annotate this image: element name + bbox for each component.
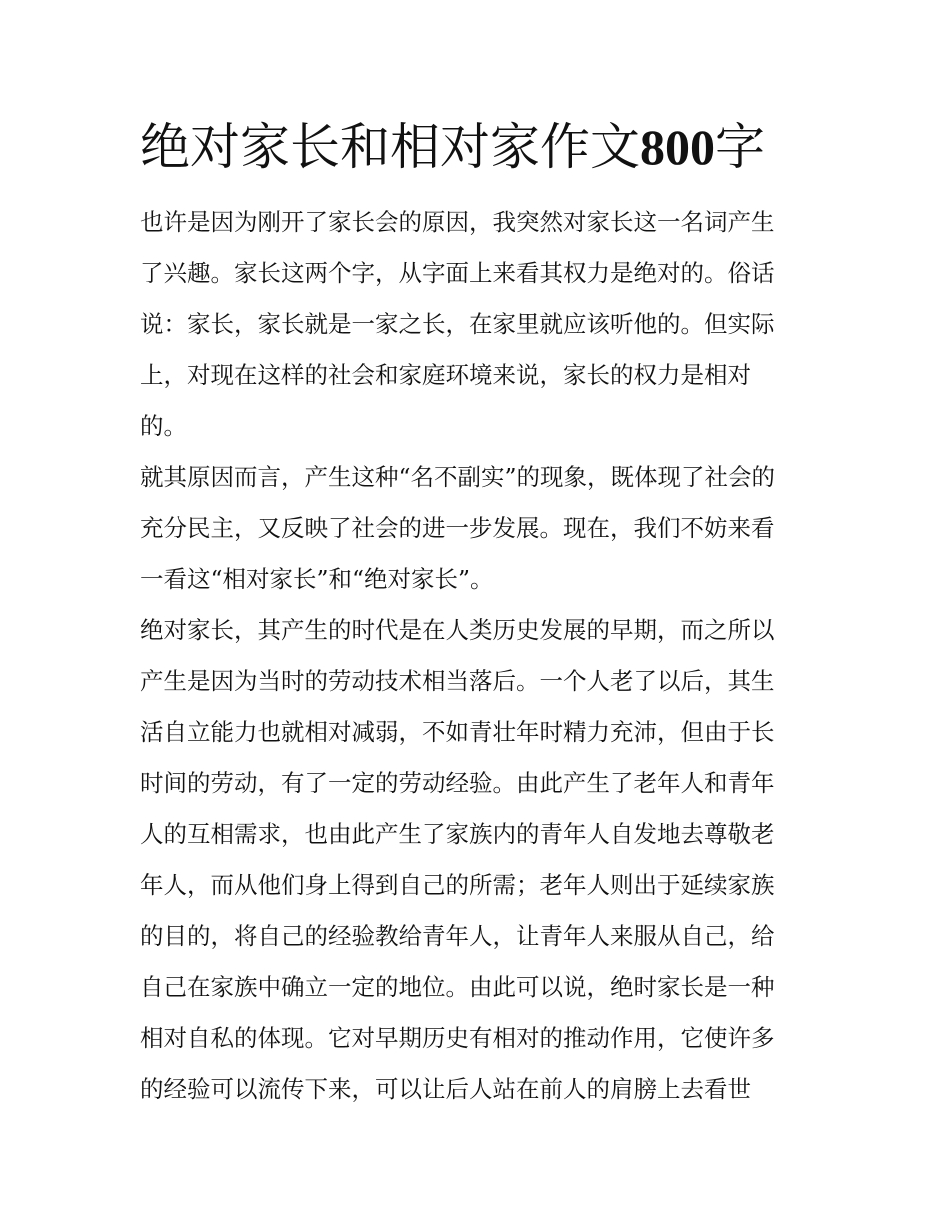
- text-line: 时间的劳动，有了一定的劳动经验。由此产生了老年人和青年: [140, 769, 775, 797]
- title-text: 绝对家长和相对家作文: [140, 118, 640, 176]
- text-line: 的经验可以流传下来，可以让后人站在前人的肩膀上去看世: [140, 1075, 751, 1103]
- text-line: 充分民主，又反映了社会的进一步发展。现在，我们不妨来看: [140, 514, 775, 542]
- text-line: 一看这“相对家长”和“绝对家长”。: [140, 565, 494, 593]
- text-line: 绝对家长，其产生的时代是在人类历史发展的早期，而之所以: [140, 616, 775, 644]
- text-line: 活自立能力也就相对减弱，不如青壮年时精力充沛，但由于长: [140, 718, 775, 746]
- article-body: [140, 197, 820, 1115]
- title-suffix: 字: [715, 118, 765, 176]
- text-line: 也许是因为刚开了家长会的原因，我突然对家长这一名词产生: [140, 208, 775, 236]
- text-line: 人的互相需求，也由此产生了家族内的青年人自发地去尊敬老: [140, 820, 775, 848]
- text-line: 产生是因为当时的劳动技术相当落后。一个人老了以后，其生: [140, 667, 775, 695]
- title-number: 800: [640, 119, 715, 175]
- text-line: 自己在家族中确立一定的地位。由此可以说，绝时家长是一种: [140, 973, 775, 1001]
- text-line: 的目的，将自己的经验教给青年人，让青年人来服从自己，给: [140, 922, 775, 950]
- text-line: 说：家长，家长就是一家之长，在家里就应该听他的。但实际: [140, 310, 775, 338]
- text-line: 年人，而从他们身上得到自己的所需；老年人则出于延续家族: [140, 871, 775, 899]
- text-line: 相对自私的体现。它对早期历史有相对的推动作用，它使许多: [140, 1024, 775, 1052]
- page-title: [140, 112, 765, 182]
- text-line: 了兴趣。家长这两个字，从字面上来看其权力是绝对的。俗话: [140, 259, 775, 287]
- text-line: 上，对现在这样的社会和家庭环境来说，家长的权力是相对: [140, 361, 751, 389]
- text-line: 就其原因而言，产生这种“名不副实”的现象，既体现了社会的: [140, 463, 776, 491]
- text-line: 的。: [140, 412, 187, 440]
